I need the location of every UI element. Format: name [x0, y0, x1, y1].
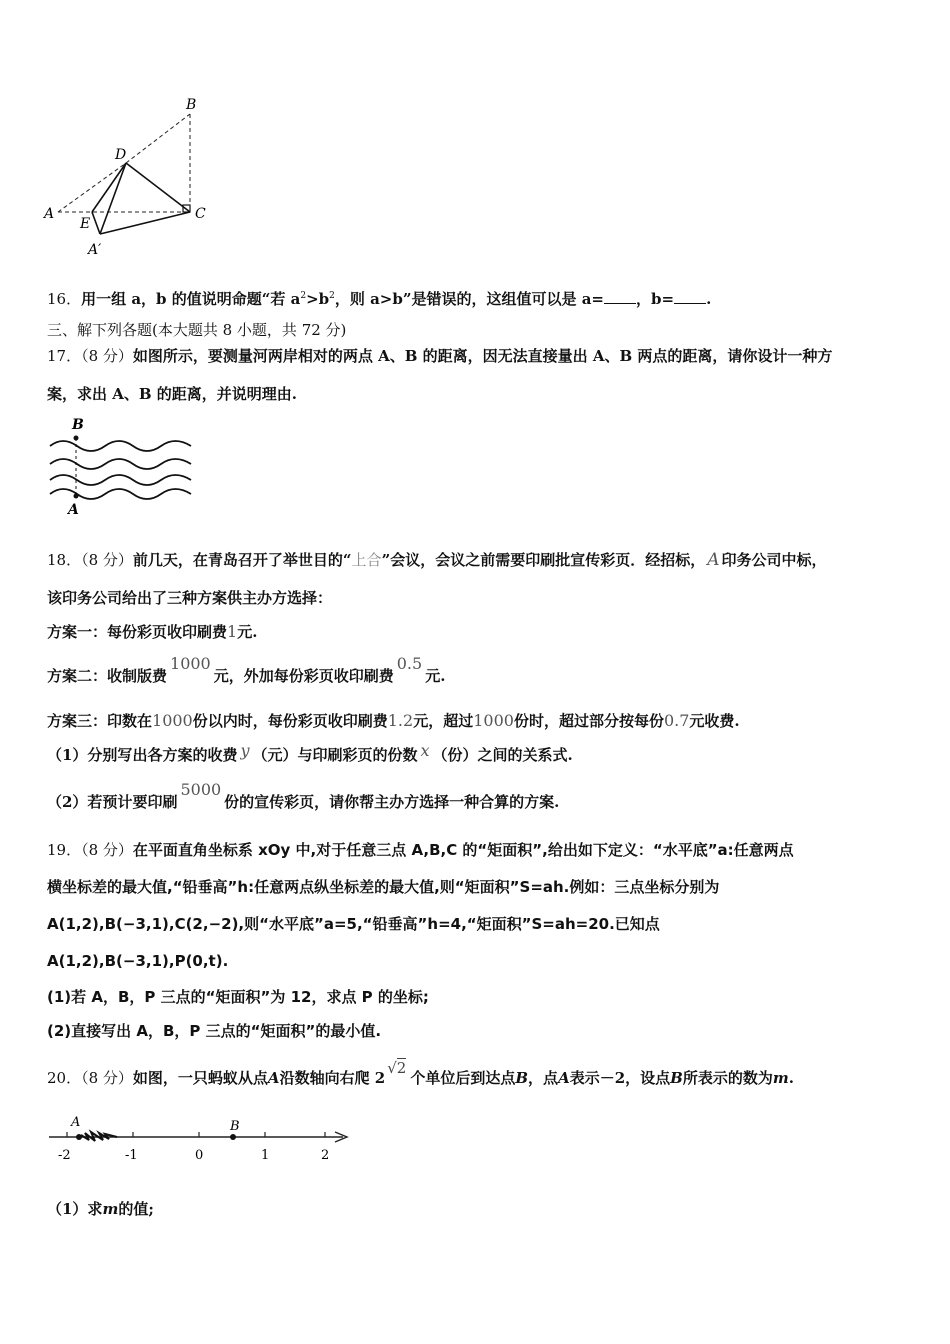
label-A: A [68, 502, 79, 518]
line-D-C [126, 163, 190, 212]
label-B: B [186, 97, 197, 113]
plan-1: 方案一：每份彩页收印刷费1元. [47, 622, 258, 641]
label-A-prime: A′ [88, 242, 102, 258]
answer-blank-b[interactable] [674, 290, 706, 304]
label-D: D [115, 147, 127, 163]
question-18-line1: 18．（8 分）前几天，在青岛召开了举世目的“上合”会议，会议之前需要印刷批宣传彩页．经招标， A 印务公司中标， [47, 550, 827, 570]
point-A [74, 494, 79, 499]
ant-scribble-icon [81, 1132, 117, 1141]
question-19-line2: 横坐标差的最大值,“铅垂高”h:任意两点纵坐标差的最大值,则“矩面积”S=ah.例如：三点坐标分别为 [47, 878, 720, 896]
question-17-line1: 17．（8 分）如图所示，要测量河两岸相对的两点 A、B 的距离，因无法直接量出 A、B 两点的距离，请你设计一种方 [47, 347, 833, 365]
river-wave-2 [50, 459, 191, 469]
number-line-figure [45, 1110, 355, 1166]
tick-label-1: 1 [261, 1148, 270, 1163]
line-D-E [92, 163, 126, 212]
section-title: 三、解下列各题(本大题共 8 小题，共 72 分) [47, 321, 347, 339]
question-17-line2: 案，求出 A、B 的距离，并说明理由. [47, 385, 297, 403]
plan-2: 方案二：收制版费1000元，外加每份彩页收印刷费0.5元. [47, 654, 446, 685]
line-D-A1 [100, 163, 126, 234]
label-A: A [71, 1115, 81, 1130]
question-20-sub1: （1）求m的值; [47, 1200, 154, 1218]
tick-label-2: 2 [321, 1148, 330, 1163]
question-20-line1: 20．（8 分）如图，一只蚂蚁从点A沿数轴向右爬 2√2个单位后到达点B，点A表示－2，设点B所表示的数为m. [47, 1059, 794, 1087]
question-19-line4: A(1,2),B(−3,1),P(0,t). [47, 952, 229, 970]
plan-3: 方案三：印数在1000份以内时，每份彩页收印刷费1.2元，超过1000份时，超过部分按每份0.7元收费. [47, 711, 740, 730]
label-B: B [72, 417, 84, 433]
triangle-fold-figure [40, 92, 220, 262]
question-18-sub2: （2）若预计要印刷5000份的宣传彩页，请你帮主办方选择一种合算的方案. [47, 780, 560, 811]
question-19-line3: A(1,2),B(−3,1),C(2,−2),则“水平底”a=5,“铅垂高”h=4,“矩面积”S=ah=20.已知点 [47, 915, 660, 933]
tick-label-minus2: -2 [58, 1148, 71, 1163]
question-19-sub2: (2)直接写出 A，B，P 三点的“矩面积”的最小值. [47, 1022, 382, 1040]
question-19-sub1: (1)若 A，B，P 三点的“矩面积”为 12，求点 P 的坐标; [47, 988, 429, 1006]
river-wave-4 [50, 489, 191, 499]
question-18-sub1: （1）分别写出各方案的收费 y （元）与印刷彩页的份数 x （份）之间的关系式. [47, 741, 573, 764]
river-figure [45, 414, 200, 518]
question-19-line1: 19．（8 分）在平面直角坐标系 xOy 中,对于任意三点 A,B,C 的“矩面积”,给出如下定义：“水平底”a:任意两点 [47, 841, 794, 859]
line-E-A1 [92, 212, 100, 234]
label-E: E [80, 216, 91, 232]
river-wave-1 [50, 441, 191, 451]
label-A: A [44, 206, 55, 222]
label-B: B [230, 1119, 240, 1134]
sqrt-2: √2 [387, 1059, 407, 1077]
line-A1-C [100, 212, 190, 234]
point-B [74, 436, 79, 441]
river-wave-3 [50, 475, 191, 485]
label-C: C [195, 206, 206, 222]
question-18-line2: 该印务公司给出了三种方案供主办方选择： [47, 589, 333, 607]
line-A-D-dashed [58, 163, 126, 212]
tick-label-minus1: -1 [125, 1148, 138, 1163]
point-B [230, 1134, 236, 1140]
question-16: 16．用一组 a，b 的值说明命题“若 $a^2>b^2$，则 a>b”是错误的，这组值可以是 a= ，b= . [47, 290, 712, 308]
answer-blank-a[interactable] [604, 290, 636, 304]
tick-label-0: 0 [195, 1148, 204, 1163]
line-D-B-dashed [126, 114, 190, 163]
